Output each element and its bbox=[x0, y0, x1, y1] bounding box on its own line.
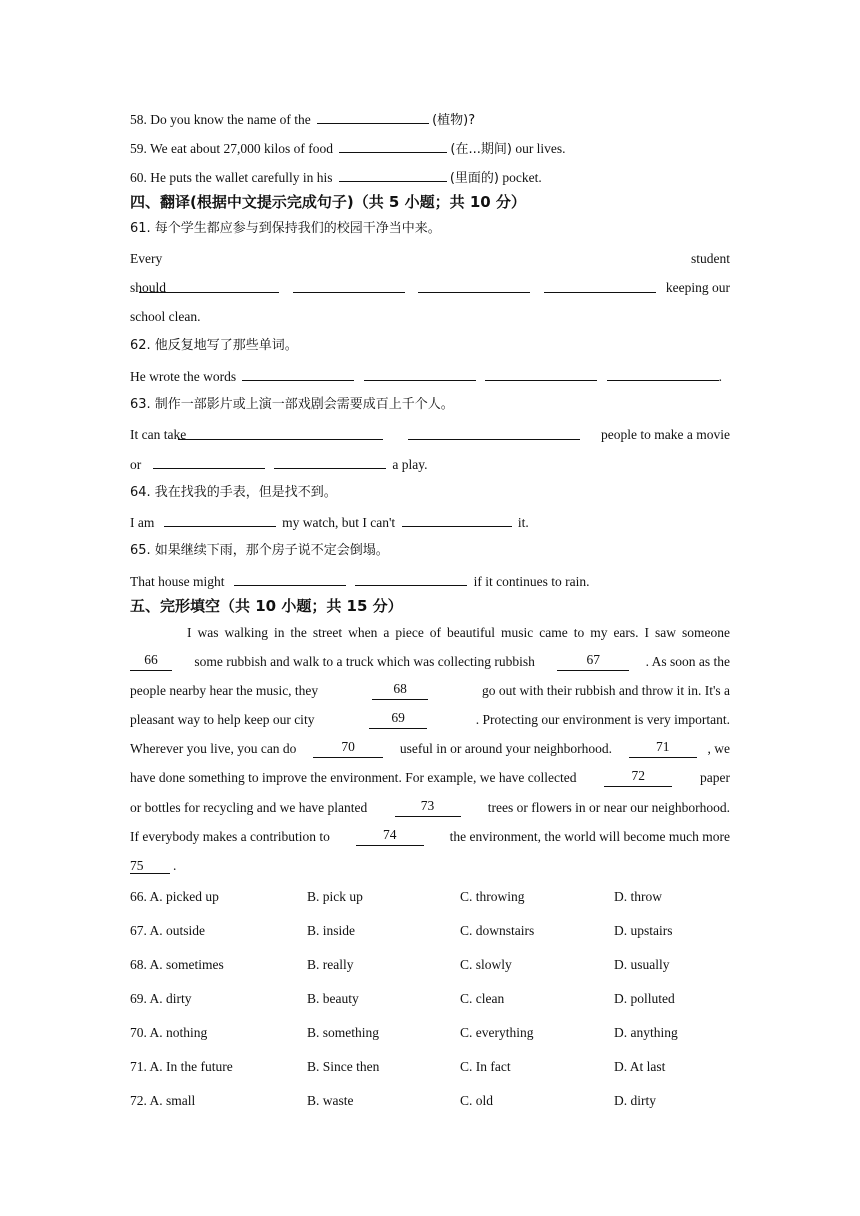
answer-blank[interactable] bbox=[178, 426, 383, 440]
question-61-line-1: Every student bbox=[130, 251, 730, 266]
question-64-chinese: 64. 我在找我的手表，但是找不到。 bbox=[130, 485, 337, 500]
option-row-69-a[interactable]: 69. A. dirty bbox=[130, 991, 192, 1006]
option-72-b[interactable]: B. waste bbox=[307, 1093, 354, 1108]
cloze-blank-74[interactable]: 74 bbox=[356, 828, 424, 846]
option-row-67-a[interactable]: 67. A. outside bbox=[130, 923, 206, 938]
answer-blank[interactable] bbox=[364, 367, 476, 381]
option-70-d[interactable]: D. anything bbox=[614, 1025, 678, 1040]
option-71-c[interactable]: C. In fact bbox=[460, 1059, 511, 1074]
answer-blank[interactable] bbox=[402, 513, 512, 527]
answer-blank[interactable] bbox=[234, 572, 346, 586]
answer-blank[interactable] bbox=[544, 279, 656, 293]
option-68-b[interactable]: B. really bbox=[307, 957, 354, 972]
option-72-d[interactable]: D. dirty bbox=[614, 1093, 656, 1108]
option-69-c[interactable]: C. clean bbox=[460, 991, 505, 1006]
option-66-c[interactable]: C. throwing bbox=[460, 889, 525, 904]
option-row-71-a[interactable]: 71. A. In the future bbox=[130, 1059, 233, 1074]
answer-blank[interactable] bbox=[139, 279, 279, 293]
passage-line-5: Wherever you live, you can do 70 useful in or around your neighborhood. 71 , we bbox=[130, 739, 730, 756]
option-67-c[interactable]: C. downstairs bbox=[460, 923, 535, 938]
answer-blank[interactable] bbox=[153, 455, 265, 469]
answer-blank[interactable] bbox=[293, 279, 405, 293]
option-row-66-a[interactable]: 66. A. picked up bbox=[130, 889, 219, 904]
question-61-chinese: 61. 每个学生都应参与到保持我们的校园干净当中来。 bbox=[130, 221, 441, 236]
cloze-blank-70[interactable]: 70 bbox=[313, 740, 383, 758]
question-58: 58. Do you know the name of the (植物)? bbox=[130, 112, 476, 128]
cloze-blank-67[interactable]: 67 bbox=[557, 653, 629, 671]
question-59: 59. We eat about 27,000 kilos of food (在...期间) our lives. bbox=[130, 141, 566, 157]
answer-blank[interactable] bbox=[317, 110, 429, 124]
question-64-line: I am my watch, but I can't it. bbox=[130, 515, 529, 530]
option-68-d[interactable]: D. usually bbox=[614, 957, 670, 972]
passage-line-2: 66 some rubbish and walk to a truck which was collecting rubbish 67 . As soon as the bbox=[130, 653, 730, 671]
option-70-b[interactable]: B. something bbox=[307, 1025, 380, 1040]
section-4-heading: 四、翻译(根据中文提示完成句子)（共 5 小题；共 10 分） bbox=[130, 193, 526, 211]
answer-blank[interactable] bbox=[339, 139, 447, 153]
question-65-chinese: 65. 如果继续下雨，那个房子说不定会倒塌。 bbox=[130, 543, 389, 558]
answer-blank[interactable] bbox=[355, 572, 467, 586]
cloze-blank-69[interactable]: 69 bbox=[369, 711, 427, 729]
answer-blank[interactable] bbox=[418, 279, 530, 293]
option-71-b[interactable]: B. Since then bbox=[307, 1059, 380, 1074]
cloze-blank-72[interactable]: 72 bbox=[604, 769, 672, 787]
question-62-line: He wrote the words . bbox=[130, 369, 722, 384]
question-62-chinese: 62. 他反复地写了那些单词。 bbox=[130, 338, 298, 353]
option-66-b[interactable]: B. pick up bbox=[307, 889, 363, 904]
question-61-line-2: should keeping our bbox=[130, 280, 730, 295]
option-67-b[interactable]: B. inside bbox=[307, 923, 356, 938]
option-69-b[interactable]: B. beauty bbox=[307, 991, 359, 1006]
passage-line-1: I was walking in the street when a piece of beautiful music came to my ears. I saw someone bbox=[187, 625, 730, 640]
option-66-d[interactable]: D. throw bbox=[614, 889, 662, 904]
passage-line-6: have done something to improve the environment. For example, we have collected 72 paper bbox=[130, 768, 730, 785]
question-61-line-3: school clean. bbox=[130, 309, 201, 324]
cloze-blank-71[interactable]: 71 bbox=[629, 740, 697, 758]
option-71-d[interactable]: D. At last bbox=[614, 1059, 666, 1074]
option-72-c[interactable]: C. old bbox=[460, 1093, 494, 1108]
section-5-heading: 五、完形填空（共 10 小题；共 15 分） bbox=[130, 597, 403, 615]
answer-blank[interactable] bbox=[408, 426, 580, 440]
option-row-68-a[interactable]: 68. A. sometimes bbox=[130, 957, 224, 972]
cloze-blank-73[interactable]: 73 bbox=[395, 799, 461, 817]
answer-blank[interactable] bbox=[164, 513, 276, 527]
passage-line-7: or bottles for recycling and we have planted 73 trees or flowers in or near our neighborhood. bbox=[130, 798, 730, 815]
answer-blank[interactable] bbox=[242, 367, 354, 381]
option-70-c[interactable]: C. everything bbox=[460, 1025, 534, 1040]
option-68-c[interactable]: C. slowly bbox=[460, 957, 512, 972]
answer-blank[interactable] bbox=[339, 168, 447, 182]
passage-line-4: pleasant way to help keep our city 69 . Protecting our environment is very important. bbox=[130, 710, 730, 727]
passage-line-9: 75 . bbox=[130, 858, 177, 873]
cloze-blank-66[interactable]: 66 bbox=[130, 653, 172, 671]
option-row-72-a[interactable]: 72. A. small bbox=[130, 1093, 196, 1108]
option-69-d[interactable]: D. polluted bbox=[614, 991, 675, 1006]
passage-line-8: If everybody makes a contribution to 74 the environment, the world will become much more bbox=[130, 827, 730, 844]
option-row-70-a[interactable]: 70. A. nothing bbox=[130, 1025, 208, 1040]
question-63-line-2: or a play. bbox=[130, 457, 428, 472]
option-67-d[interactable]: D. upstairs bbox=[614, 923, 673, 938]
cloze-blank-68[interactable]: 68 bbox=[372, 682, 428, 700]
question-60: 60. He puts the wallet carefully in his (里面的) pocket. bbox=[130, 170, 542, 186]
answer-blank[interactable] bbox=[607, 367, 719, 381]
question-65-line: That house might if it continues to rain. bbox=[130, 574, 590, 589]
cloze-blank-75[interactable]: 75 bbox=[130, 859, 170, 874]
question-63-chinese: 63. 制作一部影片或上演一部戏剧会需要成百上千个人。 bbox=[130, 397, 454, 412]
passage-line-3: people nearby hear the music, they 68 go out with their rubbish and throw it in. It's a bbox=[130, 681, 730, 698]
answer-blank[interactable] bbox=[274, 455, 386, 469]
answer-blank[interactable] bbox=[485, 367, 597, 381]
question-63-line-1: It can take people to make a movie bbox=[130, 427, 730, 442]
